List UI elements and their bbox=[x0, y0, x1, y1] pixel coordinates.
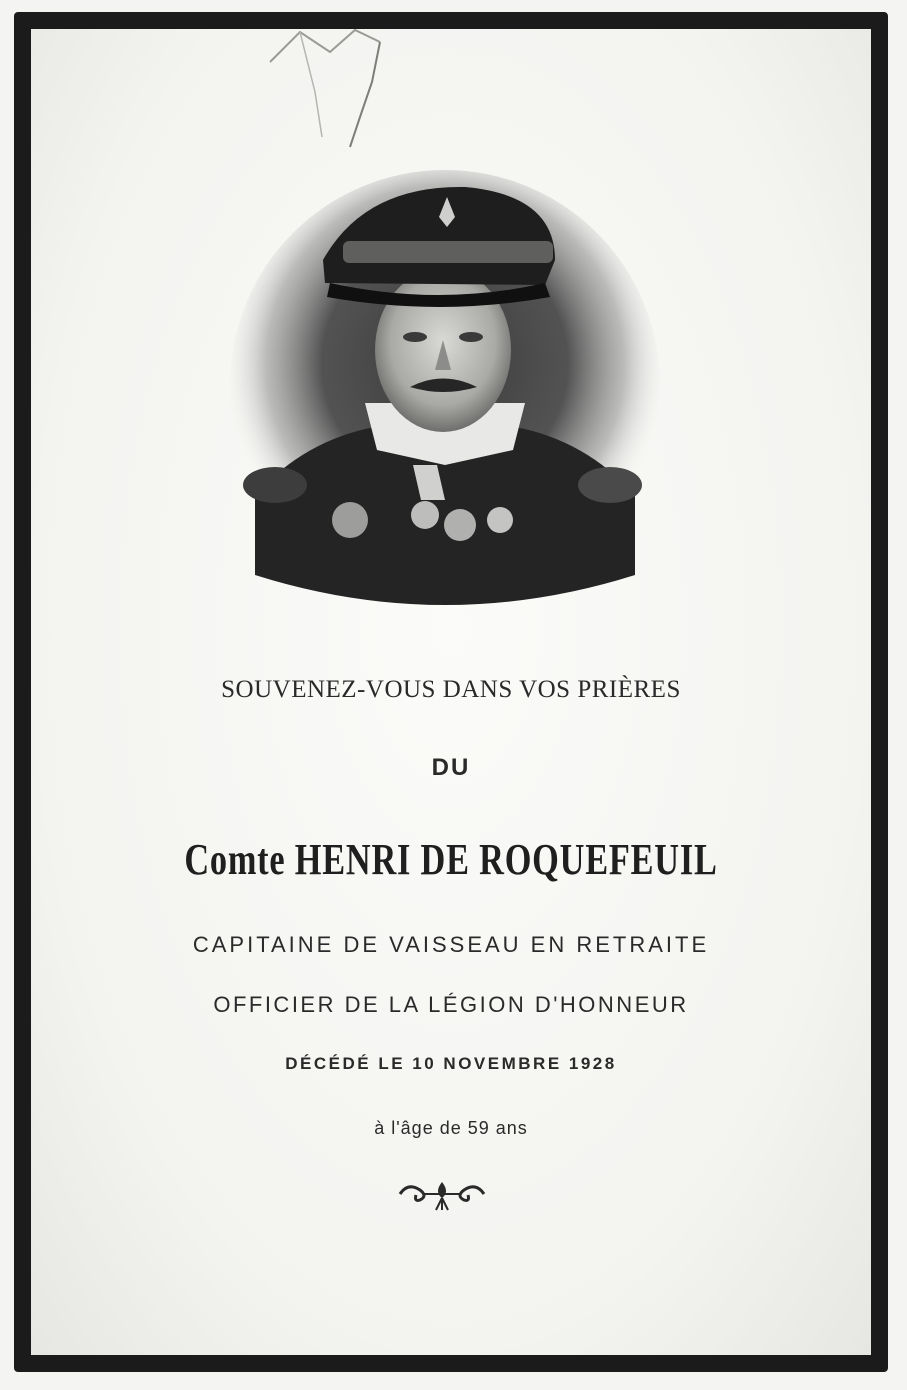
prayer-heading: SOUVENEZ-VOUS DANS VOS PRIÈRES bbox=[221, 676, 681, 703]
fleuron-ornament-icon bbox=[394, 1176, 490, 1212]
du-line: DU bbox=[431, 754, 471, 781]
rank-line: CAPITAINE DE VAISSEAU EN RETRAITE bbox=[192, 932, 710, 957]
age-line: à l'âge de 59 ans bbox=[374, 1118, 528, 1138]
portrait-photo bbox=[215, 165, 675, 625]
deceased-name: Comte HENRI DE ROQUEFEUIL bbox=[184, 835, 718, 884]
death-date-line: DÉCÉDÉ LE 10 NOVEMBRE 1928 bbox=[285, 1054, 617, 1073]
honour-line: OFFICIER DE LA LÉGION D'HONNEUR bbox=[213, 992, 689, 1017]
